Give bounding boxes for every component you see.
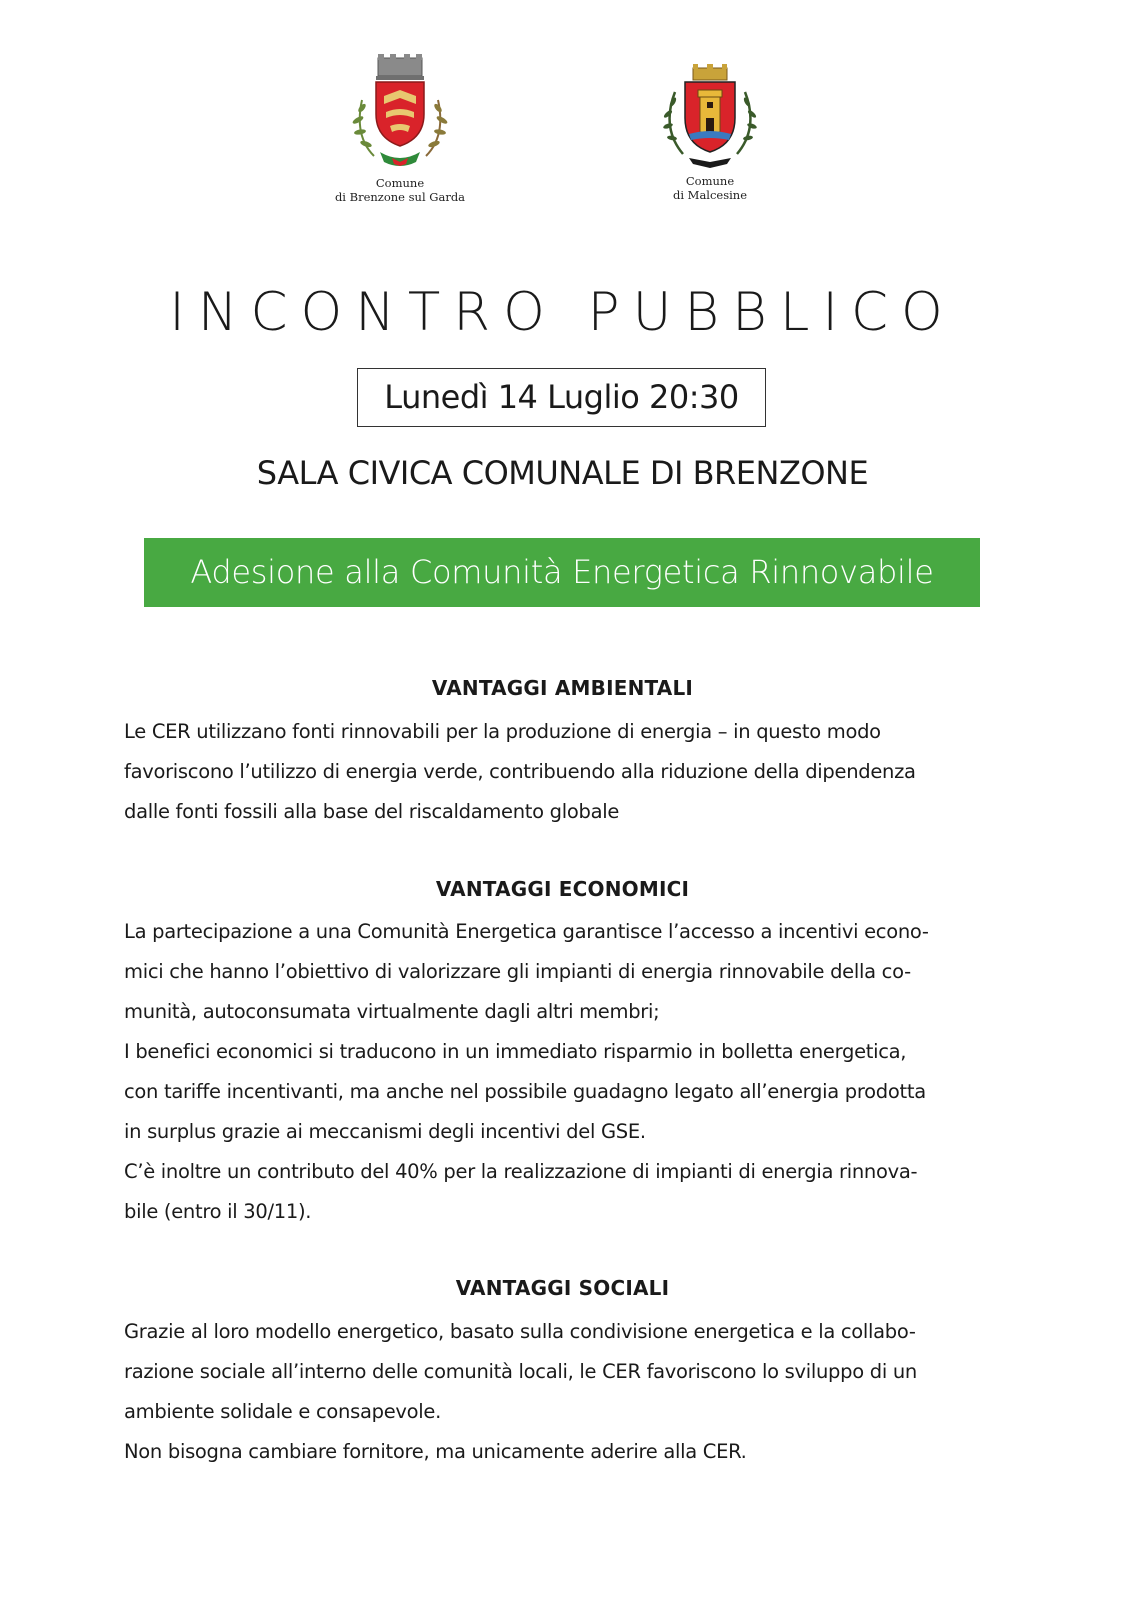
- paragraph-line: in surplus grazie ai meccanismi degli incentivi del GSE.: [124, 1120, 646, 1143]
- logo-brenzone: [330, 52, 470, 204]
- event-venue: SALA CIVICA COMUNALE DI BRENZONE: [256, 454, 869, 492]
- paragraph-line: con tariffe incentivanti, ma anche nel possibile guadagno legato all’energia prodotta: [124, 1080, 926, 1103]
- paragraph-line: La partecipazione a una Comunità Energetica garantisce l’accesso a incentivi econo-: [124, 920, 929, 943]
- logo-malcesine: [650, 62, 770, 202]
- paragraph-line: favoriscono l’utilizzo di energia verde, contribuendo alla riduzione della dipendenza: [124, 760, 916, 783]
- paragraph-line: Grazie al loro modello energetico, basato sulla condivisione energetica e la collabo-: [124, 1320, 916, 1343]
- section-body-ambientali: [124, 712, 1004, 832]
- section-title-sociali: VANTAGGI SOCIALI: [455, 1276, 670, 1300]
- malcesine-caption: Comune di Malcesine: [672, 174, 748, 202]
- section-title-economici: VANTAGGI ECONOMICI: [435, 877, 690, 901]
- malcesine-coat-of-arms-icon: [655, 62, 765, 172]
- section-body-sociali: [124, 1312, 1004, 1472]
- paragraph-line: bile (entro il 30/11).: [124, 1200, 312, 1223]
- paragraph-line: munità, autoconsumata virtualmente dagli altri membri;: [124, 1000, 660, 1023]
- section-title-ambientali: VANTAGGI AMBIENTALI: [431, 676, 694, 700]
- paragraph-line: dalle fonti fossili alla base del riscaldamento globale: [124, 800, 620, 823]
- topic-banner: Adesione alla Comunità Energetica Rinnovabile: [144, 538, 980, 607]
- event-date: Lunedì 14 Luglio 20:30: [357, 368, 766, 427]
- section-body-economici: [124, 912, 1004, 1232]
- paragraph-line: mici che hanno l’obiettivo di valorizzare gli impianti di energia rinnovabile della co-: [124, 960, 911, 983]
- page-title: INCONTRO PUBBLICO: [169, 282, 956, 343]
- paragraph-line: Le CER utilizzano fonti rinnovabili per la produzione di energia – in questo modo: [124, 720, 881, 743]
- paragraph-line: C’è inoltre un contributo del 40% per la realizzazione di impianti di energia rinnova-: [124, 1160, 918, 1183]
- paragraph-line: I benefici economici si traducono in un immediato risparmio in bolletta energetica,: [124, 1040, 907, 1063]
- brenzone-caption: Comune di Brenzone sul Garda: [334, 176, 466, 204]
- paragraph-line: Non bisogna cambiare fornitore, ma unicamente aderire alla CER.: [124, 1440, 747, 1463]
- brenzone-coat-of-arms-icon: [340, 52, 460, 174]
- paragraph-line: ambiente solidale e consapevole.: [124, 1400, 441, 1423]
- paragraph-line: razione sociale all’interno delle comunità locali, le CER favoriscono lo sviluppo di un: [124, 1360, 917, 1383]
